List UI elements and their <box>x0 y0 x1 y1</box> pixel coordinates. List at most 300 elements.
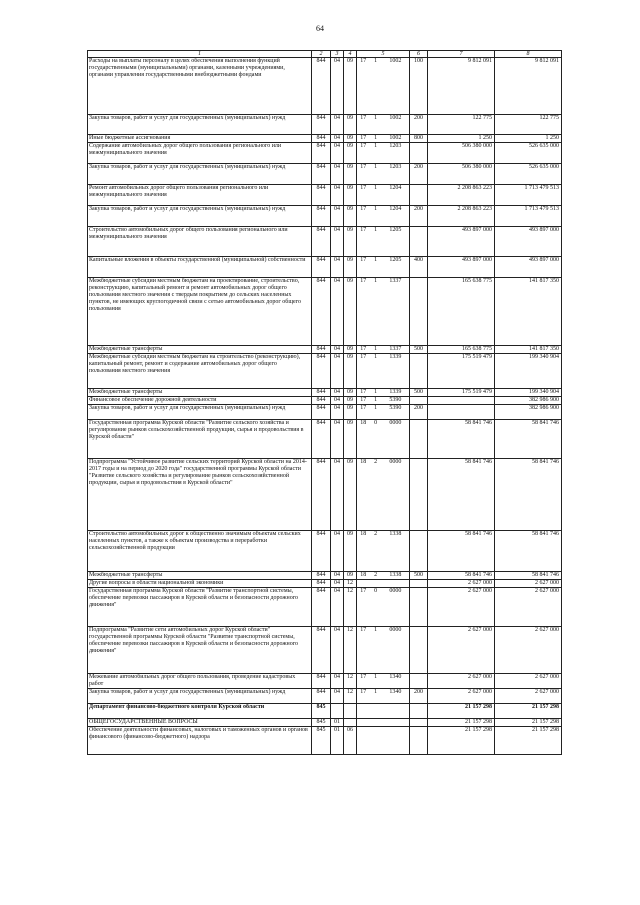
expense-type-cell <box>410 227 428 257</box>
target-article-part: 1338 <box>389 572 402 578</box>
target-article-part: 5390 <box>389 397 402 403</box>
target-article-part: 1 <box>374 674 378 680</box>
target-article-part: 1 <box>374 185 378 191</box>
target-article-part: 17 <box>360 185 367 191</box>
amount-year2-cell: 9 812 091 <box>495 58 562 115</box>
target-article-part: 17 <box>360 115 367 121</box>
ministry-code-cell: 844 <box>312 115 331 135</box>
ministry-code-cell: 844 <box>312 164 331 185</box>
expense-type-cell <box>410 704 428 719</box>
table-row <box>88 185 562 206</box>
target-article-part: 1 <box>374 354 378 360</box>
expense-type-cell: 500 <box>410 389 428 397</box>
row-name-cell: Другие вопросы в области национальной экономики <box>88 580 312 588</box>
target-article-part: 17 <box>360 674 367 680</box>
row-name-cell: Государственная программа Курской области "Развитие сельского хозяйства и регулирование рынков сельскохозяйственной продукции, сырья и продовольствия в Курской области" <box>88 420 312 459</box>
target-article-part: 1339 <box>389 389 402 395</box>
target-article-part: 1 <box>374 115 378 121</box>
ministry-code-cell: 845 <box>312 704 331 719</box>
target-article-part: 1002 <box>389 115 402 121</box>
table-row <box>88 143 562 164</box>
target-article-part: 0000 <box>389 627 402 633</box>
amount-year2-cell: 21 157 298 <box>495 719 562 727</box>
subsection-code-cell: 09 <box>344 354 357 389</box>
table-row <box>88 531 562 572</box>
section-code-cell: 04 <box>331 572 344 580</box>
section-code-cell: 04 <box>331 531 344 572</box>
row-name-cell: Закупка товаров, работ и услуг для государственных (муниципальных) нужд <box>88 405 312 420</box>
section-code-cell: 04 <box>331 389 344 397</box>
target-article-part: 1339 <box>389 354 402 360</box>
ministry-code-cell: 844 <box>312 588 331 627</box>
amount-year1-cell: 2 627 000 <box>428 689 495 704</box>
target-article-part: 1 <box>374 206 378 212</box>
section-code-cell: 01 <box>331 719 344 727</box>
amount-year2-cell: 2 627 000 <box>495 689 562 704</box>
target-article-part: 18 <box>360 572 367 578</box>
amount-year2-cell: 2 627 000 <box>495 674 562 689</box>
amount-year2-cell: 493 897 000 <box>495 227 562 257</box>
subsection-code-cell: 09 <box>344 185 357 206</box>
row-name-cell: Закупка товаров, работ и услуг для государственных (муниципальных) нужд <box>88 689 312 704</box>
ministry-code-cell: 845 <box>312 727 331 755</box>
target-article-part: 1204 <box>389 206 402 212</box>
amount-year1-cell: 2 627 000 <box>428 627 495 674</box>
target-article-cell <box>357 354 410 389</box>
subsection-code-cell: 09 <box>344 227 357 257</box>
target-article-cell <box>357 727 410 755</box>
section-code-cell: 04 <box>331 257 344 278</box>
subsection-code-cell: 12 <box>344 674 357 689</box>
amount-year1-cell: 2 208 863 223 <box>428 185 495 206</box>
ministry-code-cell: 844 <box>312 572 331 580</box>
section-code-cell: 04 <box>331 115 344 135</box>
section-code-cell: 04 <box>331 674 344 689</box>
table-row <box>88 257 562 278</box>
target-article-part: 1203 <box>389 164 402 170</box>
table-row <box>88 346 562 354</box>
target-article-part: 17 <box>360 58 367 64</box>
expense-type-cell <box>410 588 428 627</box>
target-article-cell <box>357 459 410 531</box>
amount-year2-cell: 382 986 900 <box>495 397 562 405</box>
row-name-cell: Закупка товаров, работ и услуг для государственных (муниципальных) нужд <box>88 115 312 135</box>
amount-year1-cell: 2 627 000 <box>428 580 495 588</box>
table-row <box>88 278 562 346</box>
expense-type-cell: 200 <box>410 206 428 227</box>
ministry-code-cell: 844 <box>312 580 331 588</box>
expense-type-cell: 200 <box>410 689 428 704</box>
table-row <box>88 206 562 227</box>
amount-year2-cell: 141 817 350 <box>495 346 562 354</box>
expense-type-cell: 500 <box>410 346 428 354</box>
target-article-part: 1002 <box>389 135 402 141</box>
target-article-part: 17 <box>360 405 367 411</box>
section-code-cell: 04 <box>331 580 344 588</box>
target-article-part: 18 <box>360 459 367 465</box>
target-article-part: 1 <box>374 627 378 633</box>
row-name-cell: Межбюджетные трансферты <box>88 346 312 354</box>
target-article-part: 0000 <box>389 588 402 594</box>
section-code-cell: 04 <box>331 58 344 115</box>
amount-year2-cell: 58 841 746 <box>495 459 562 531</box>
row-name-cell: Межбюджетные субсидии местным бюджетам на проектирование, строительство, реконструкцию, капитальный ремонт и ремонт автомобильных дорог общего пользования местного значения с твердым покрытием до сельских населенных пунктов, не имеющих круглогодичной связи с сетью автомобильных дорог общего пользования <box>88 278 312 346</box>
amount-year2-cell: 526 635 000 <box>495 143 562 164</box>
target-article-cell <box>357 572 410 580</box>
row-name-cell: Расходы на выплаты персоналу в целях обеспечения выполнения функций государственными (муниципальными) органами, казенными учреждениями, органами управления государственными внебюджетными фондами <box>88 58 312 115</box>
ministry-code-cell: 844 <box>312 185 331 206</box>
section-code-cell: 04 <box>331 588 344 627</box>
amount-year1-cell: 175 519 479 <box>428 389 495 397</box>
row-name-cell: Капитальные вложения в объекты государственной (муниципальной) собственности <box>88 257 312 278</box>
table-row <box>88 397 562 405</box>
amount-year2-cell: 2 627 000 <box>495 580 562 588</box>
amount-year1-cell <box>428 405 495 420</box>
subsection-code-cell: 09 <box>344 164 357 185</box>
table-row <box>88 459 562 531</box>
amount-year1-cell: 175 519 479 <box>428 354 495 389</box>
amount-year1-cell: 506 380 000 <box>428 164 495 185</box>
subsection-code-cell: 09 <box>344 420 357 459</box>
amount-year1-cell: 122 775 <box>428 115 495 135</box>
section-code-cell: 04 <box>331 227 344 257</box>
target-article-part: 1204 <box>389 185 402 191</box>
column-number: 5 <box>357 51 410 58</box>
target-article-cell <box>357 405 410 420</box>
subsection-code-cell: 09 <box>344 143 357 164</box>
ministry-code-cell: 844 <box>312 227 331 257</box>
expense-type-cell <box>410 185 428 206</box>
target-article-cell <box>357 674 410 689</box>
section-code-cell: 01 <box>331 727 344 755</box>
row-name-cell: Государственная программа Курской области "Развитие транспортной системы, обеспечение перевозки пассажиров в Курской области и безопасности дорожного движения" <box>88 588 312 627</box>
target-article-cell <box>357 185 410 206</box>
subsection-code-cell: 12 <box>344 689 357 704</box>
section-code-cell: 04 <box>331 627 344 674</box>
expense-type-cell: 500 <box>410 572 428 580</box>
section-code-cell: 04 <box>331 143 344 164</box>
target-article-cell <box>357 389 410 397</box>
target-article-part: 1 <box>374 227 378 233</box>
amount-year1-cell: 165 638 775 <box>428 346 495 354</box>
target-article-part: 0 <box>374 588 378 594</box>
target-article-cell <box>357 346 410 354</box>
expense-type-cell: 400 <box>410 257 428 278</box>
target-article-part: 17 <box>360 588 367 594</box>
column-number: 8 <box>495 51 562 58</box>
amount-year2-cell: 493 897 000 <box>495 257 562 278</box>
subsection-code-cell: 09 <box>344 346 357 354</box>
amount-year2-cell: 1 713 479 513 <box>495 206 562 227</box>
subsection-code-cell: 09 <box>344 459 357 531</box>
subsection-code-cell: 09 <box>344 531 357 572</box>
amount-year2-cell: 1 250 <box>495 135 562 143</box>
ministry-code-cell: 844 <box>312 459 331 531</box>
row-name-cell: Строительство автомобильных дорог общего пользования регионального или межмуниципального значения <box>88 227 312 257</box>
target-article-part: 17 <box>360 206 367 212</box>
ministry-code-cell: 844 <box>312 206 331 227</box>
subsection-code-cell: 12 <box>344 580 357 588</box>
row-name-cell: Подпрограмма "Устойчивое развитие сельских территорий Курской области на 2014-2017 годы и на период до 2020 года" государственной программы Курской области "Развитие сельского хозяйства и регулирование рынков сельскохозяйственной продукции, сырья и продовольствия в Курской области" <box>88 459 312 531</box>
target-article-cell <box>357 627 410 674</box>
expense-type-cell <box>410 420 428 459</box>
subsection-code-cell: 09 <box>344 58 357 115</box>
table-row <box>88 719 562 727</box>
expense-type-cell <box>410 397 428 405</box>
target-article-cell <box>357 135 410 143</box>
subsection-code-cell: 09 <box>344 135 357 143</box>
table-row <box>88 227 562 257</box>
subsection-code-cell: 09 <box>344 572 357 580</box>
target-article-part: 2 <box>374 572 378 578</box>
page-number: 64 <box>316 24 324 33</box>
amount-year2-cell: 2 627 000 <box>495 588 562 627</box>
ministry-code-cell: 844 <box>312 627 331 674</box>
table-row <box>88 704 562 719</box>
target-article-part: 1340 <box>389 674 402 680</box>
amount-year2-cell: 122 775 <box>495 115 562 135</box>
target-article-cell <box>357 588 410 627</box>
target-article-part: 18 <box>360 420 367 426</box>
amount-year1-cell: 493 897 000 <box>428 227 495 257</box>
table-row <box>88 354 562 389</box>
row-name-cell: Межбюджетные трансферты <box>88 572 312 580</box>
target-article-part: 1 <box>374 397 378 403</box>
section-code-cell: 04 <box>331 397 344 405</box>
expense-type-cell: 100 <box>410 58 428 115</box>
row-name-cell: Содержание автомобильных дорог общего пользования регионального или межмуниципального значения <box>88 143 312 164</box>
row-name-cell: Подпрограмма "Развитие сети автомобильных дорог Курской области" государственной программы Курской области "Развитие транспортной системы, обеспечение перевозки пассажиров в Курской области и безопасности дорожного движения" <box>88 627 312 674</box>
target-article-cell <box>357 531 410 572</box>
section-code-cell: 04 <box>331 206 344 227</box>
target-article-part: 1 <box>374 689 378 695</box>
column-number: 1 <box>88 51 312 58</box>
amount-year1-cell: 2 208 863 223 <box>428 206 495 227</box>
target-article-part: 0000 <box>389 459 402 465</box>
target-article-part: 1 <box>374 405 378 411</box>
column-number: 4 <box>344 51 357 58</box>
target-article-part: 1 <box>374 346 378 352</box>
subsection-code-cell: 09 <box>344 405 357 420</box>
amount-year1-cell: 58 841 746 <box>428 420 495 459</box>
subsection-code-cell: 06 <box>344 727 357 755</box>
row-name-cell: Закупка товаров, работ и услуг для государственных (муниципальных) нужд <box>88 206 312 227</box>
target-article-part: 1338 <box>389 531 402 537</box>
expense-type-cell: 200 <box>410 164 428 185</box>
table-row <box>88 135 562 143</box>
ministry-code-cell: 844 <box>312 257 331 278</box>
target-article-cell <box>357 115 410 135</box>
target-article-part: 1 <box>374 257 378 263</box>
subsection-code-cell: 09 <box>344 278 357 346</box>
target-article-cell <box>357 580 410 588</box>
ministry-code-cell: 844 <box>312 405 331 420</box>
expense-type-cell <box>410 354 428 389</box>
amount-year2-cell: 21 157 298 <box>495 727 562 755</box>
expense-type-cell <box>410 727 428 755</box>
amount-year2-cell: 199 340 904 <box>495 389 562 397</box>
expense-type-cell <box>410 674 428 689</box>
row-name-cell: Ремонт автомобильных дорог общего пользования регионального или межмуниципального значения <box>88 185 312 206</box>
subsection-code-cell: 09 <box>344 115 357 135</box>
section-code-cell: 04 <box>331 185 344 206</box>
target-article-part: 0000 <box>389 420 402 426</box>
target-article-cell <box>357 164 410 185</box>
table-row <box>88 164 562 185</box>
ministry-code-cell: 844 <box>312 278 331 346</box>
amount-year1-cell: 506 380 000 <box>428 143 495 164</box>
ministry-code-cell: 844 <box>312 135 331 143</box>
expense-type-cell <box>410 143 428 164</box>
expense-type-cell <box>410 531 428 572</box>
table-row <box>88 389 562 397</box>
row-name-cell: Закупка товаров, работ и услуг для государственных (муниципальных) нужд <box>88 164 312 185</box>
budget-table <box>87 50 562 755</box>
subsection-code-cell: 12 <box>344 627 357 674</box>
row-name-cell: Межбюджетные трансферты <box>88 389 312 397</box>
amount-year2-cell: 2 627 000 <box>495 627 562 674</box>
ministry-code-cell: 844 <box>312 689 331 704</box>
amount-year2-cell: 141 817 350 <box>495 278 562 346</box>
row-name-cell: Межевание автомобильных дорог общего пользования, проведение кадастровых работ <box>88 674 312 689</box>
section-code-cell: 04 <box>331 689 344 704</box>
target-article-cell <box>357 704 410 719</box>
target-article-cell <box>357 278 410 346</box>
ministry-code-cell: 844 <box>312 354 331 389</box>
target-article-part: 1203 <box>389 143 402 149</box>
amount-year2-cell: 382 986 900 <box>495 405 562 420</box>
expense-type-cell: 200 <box>410 115 428 135</box>
section-code-cell: 04 <box>331 164 344 185</box>
table-row <box>88 727 562 755</box>
target-article-part: 1337 <box>389 278 402 284</box>
subsection-code-cell: 09 <box>344 397 357 405</box>
target-article-cell <box>357 397 410 405</box>
row-name-cell: Строительство автомобильных дорог к общественно значимым объектам сельских населенных пунктов, а также к объектам производства и переработки сельскохозяйственной продукции <box>88 531 312 572</box>
target-article-part: 0 <box>374 420 378 426</box>
target-article-part: 17 <box>360 164 367 170</box>
target-article-part: 2 <box>374 531 378 537</box>
target-article-cell <box>357 420 410 459</box>
subsection-code-cell <box>344 704 357 719</box>
target-article-part: 5390 <box>389 405 402 411</box>
amount-year2-cell: 526 635 000 <box>495 164 562 185</box>
target-article-part: 17 <box>360 135 367 141</box>
ministry-code-cell: 844 <box>312 531 331 572</box>
amount-year2-cell: 58 841 746 <box>495 572 562 580</box>
table-row <box>88 58 562 115</box>
target-article-part: 1205 <box>389 257 402 263</box>
section-code-cell: 04 <box>331 405 344 420</box>
expense-type-cell <box>410 580 428 588</box>
table-row <box>88 420 562 459</box>
target-article-part: 1 <box>374 389 378 395</box>
target-article-part: 17 <box>360 257 367 263</box>
amount-year2-cell: 199 340 904 <box>495 354 562 389</box>
table-row <box>88 588 562 627</box>
target-article-part: 17 <box>360 278 367 284</box>
amount-year1-cell: 1 250 <box>428 135 495 143</box>
target-article-part: 1 <box>374 58 378 64</box>
target-article-cell <box>357 227 410 257</box>
amount-year1-cell: 21 157 298 <box>428 704 495 719</box>
amount-year2-cell: 1 713 479 513 <box>495 185 562 206</box>
column-number: 7 <box>428 51 495 58</box>
target-article-part: 1 <box>374 278 378 284</box>
column-number: 2 <box>312 51 331 58</box>
row-name-cell: Обеспечение деятельности финансовых, налоговых и таможенных органов и органов финансового (финансово-бюджетного) надзора <box>88 727 312 755</box>
target-article-part: 1 <box>374 143 378 149</box>
ministry-code-cell: 845 <box>312 719 331 727</box>
target-article-cell <box>357 719 410 727</box>
expense-type-cell <box>410 719 428 727</box>
section-code-cell: 04 <box>331 354 344 389</box>
target-article-part: 17 <box>360 354 367 360</box>
subsection-code-cell: 12 <box>344 588 357 627</box>
amount-year1-cell: 493 897 000 <box>428 257 495 278</box>
subsection-code-cell <box>344 719 357 727</box>
target-article-cell <box>357 58 410 115</box>
target-article-cell <box>357 143 410 164</box>
target-article-part: 18 <box>360 531 367 537</box>
section-code-cell <box>331 704 344 719</box>
amount-year2-cell: 21 157 298 <box>495 704 562 719</box>
amount-year1-cell: 58 841 746 <box>428 459 495 531</box>
table-row <box>88 405 562 420</box>
section-code-cell: 04 <box>331 135 344 143</box>
column-number: 3 <box>331 51 344 58</box>
target-article-part: 1002 <box>389 58 402 64</box>
ministry-code-cell: 844 <box>312 143 331 164</box>
table-row <box>88 572 562 580</box>
ministry-code-cell: 844 <box>312 389 331 397</box>
amount-year1-cell: 9 812 091 <box>428 58 495 115</box>
table-row <box>88 580 562 588</box>
subsection-code-cell: 09 <box>344 206 357 227</box>
ministry-code-cell: 844 <box>312 58 331 115</box>
amount-year1-cell <box>428 397 495 405</box>
target-article-part: 2 <box>374 459 378 465</box>
target-article-part: 1340 <box>389 689 402 695</box>
table-row <box>88 115 562 135</box>
amount-year1-cell: 21 157 298 <box>428 719 495 727</box>
target-article-part: 17 <box>360 143 367 149</box>
row-name-cell: Финансовое обеспечение дорожной деятельности <box>88 397 312 405</box>
target-article-part: 17 <box>360 346 367 352</box>
ministry-code-cell: 844 <box>312 674 331 689</box>
expense-type-cell: 200 <box>410 405 428 420</box>
expense-type-cell: 800 <box>410 135 428 143</box>
row-name-cell: Иные бюджетные ассигнования <box>88 135 312 143</box>
amount-year1-cell: 58 841 746 <box>428 531 495 572</box>
amount-year1-cell: 2 627 000 <box>428 588 495 627</box>
target-article-part: 1337 <box>389 346 402 352</box>
ministry-code-cell: 844 <box>312 346 331 354</box>
ministry-code-cell: 844 <box>312 420 331 459</box>
amount-year1-cell: 165 638 775 <box>428 278 495 346</box>
column-number-row <box>88 51 562 58</box>
target-article-cell <box>357 689 410 704</box>
row-name-cell: Межбюджетные субсидии местным бюджетам на строительство (реконструкцию), капитальный ремонт, ремонт и содержание автомобильных дорог общего пользования местного значения <box>88 354 312 389</box>
target-article-part: 17 <box>360 397 367 403</box>
target-article-part: 1 <box>374 164 378 170</box>
ministry-code-cell: 844 <box>312 397 331 405</box>
target-article-part: 17 <box>360 627 367 633</box>
expense-type-cell <box>410 627 428 674</box>
amount-year1-cell: 2 627 000 <box>428 674 495 689</box>
target-article-part: 17 <box>360 389 367 395</box>
amount-year1-cell: 21 157 298 <box>428 727 495 755</box>
